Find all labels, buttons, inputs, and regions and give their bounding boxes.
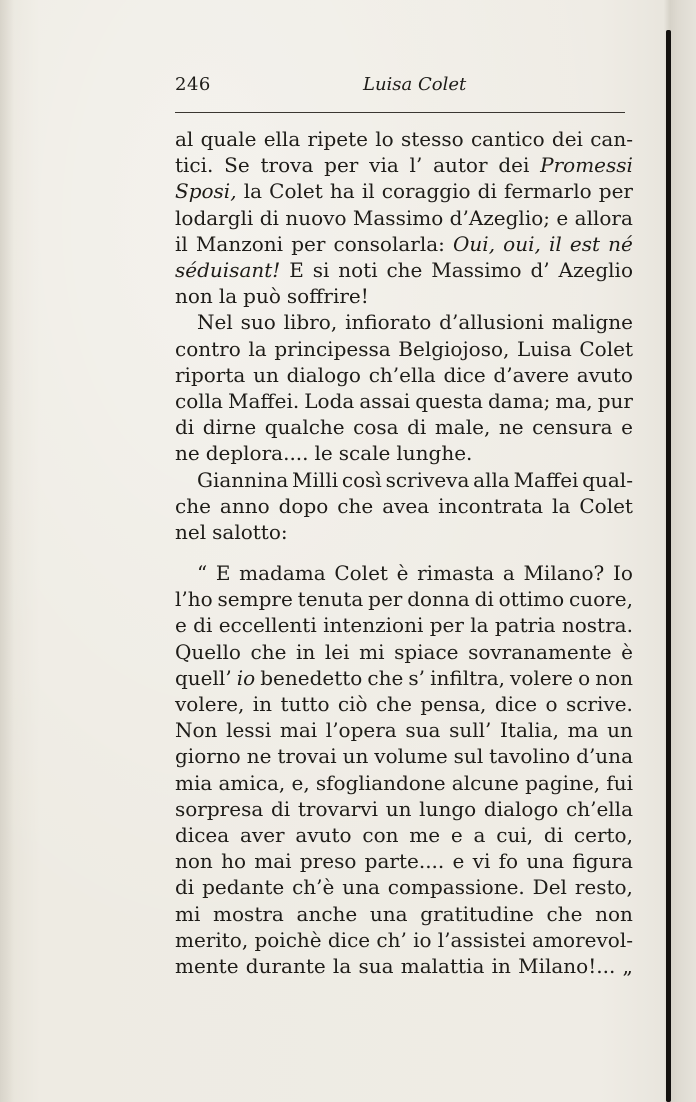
word: l’ <box>409 153 423 178</box>
word: intenzioni <box>323 613 424 638</box>
word: gratitudine <box>420 901 534 926</box>
word: il <box>361 179 375 204</box>
word: Colet <box>579 336 633 361</box>
word: parte.... <box>364 849 445 874</box>
word: anno <box>219 493 270 518</box>
word: allora <box>574 205 633 230</box>
word: durante <box>245 954 326 978</box>
word: dei <box>498 153 530 178</box>
word: ottimo <box>498 587 565 612</box>
word: spiace <box>394 639 459 664</box>
word: infiltra, <box>430 665 505 690</box>
word: dopo <box>278 493 329 518</box>
word: ma <box>567 718 599 743</box>
word: aver <box>239 823 285 847</box>
word: Non <box>175 718 218 743</box>
word: amica, <box>218 770 286 795</box>
word: assai <box>359 389 411 413</box>
word: suo <box>240 310 276 335</box>
word: qual- <box>582 467 633 492</box>
word: d’una <box>576 744 633 769</box>
text-line <box>175 336 633 362</box>
word: colla <box>175 389 223 413</box>
word: libro, <box>283 310 338 335</box>
word: via <box>369 153 399 178</box>
text-line <box>175 770 633 796</box>
text-line <box>197 309 633 335</box>
word: scriveva <box>385 467 470 492</box>
word: ch’è <box>292 875 335 900</box>
text-line <box>175 414 633 440</box>
word: il <box>175 231 188 256</box>
word: mia <box>175 770 213 795</box>
word: ne <box>175 441 200 466</box>
word: Milano!... <box>518 954 616 978</box>
word: censura <box>532 415 613 440</box>
word: Belgiojoso, <box>398 336 510 361</box>
word: che <box>375 692 412 716</box>
word: in <box>296 639 316 664</box>
word: resto, <box>574 875 633 900</box>
word: non <box>175 284 213 309</box>
word: di <box>193 613 213 638</box>
word: Milli <box>292 467 339 492</box>
word: ha <box>329 179 355 204</box>
word: maligne <box>551 310 633 335</box>
word: pedante <box>202 875 285 900</box>
word: ne <box>498 415 524 440</box>
text-line <box>175 205 633 231</box>
word: mente <box>175 954 239 978</box>
text-line <box>175 717 633 743</box>
word: soffrire! <box>286 284 369 309</box>
word: di <box>270 796 291 821</box>
word: ella <box>263 127 301 151</box>
text-line <box>175 257 633 283</box>
text-line <box>175 953 633 979</box>
word: di <box>175 415 195 440</box>
word: questa <box>415 389 483 413</box>
word: e, <box>291 770 310 795</box>
word: ripete <box>307 127 368 151</box>
word: ma, <box>555 389 593 413</box>
text-line <box>175 231 633 257</box>
word: certo, <box>573 823 633 847</box>
word: di <box>474 587 494 612</box>
binding-edge-line <box>666 30 671 1102</box>
word: a <box>502 561 515 585</box>
word: can- <box>590 127 633 151</box>
word: non <box>595 901 633 926</box>
word: d’Azeglio; <box>449 205 551 230</box>
word: lo <box>375 127 394 151</box>
word: riporta <box>175 362 246 387</box>
word: dirne <box>202 415 257 440</box>
word: sfogliandone <box>315 770 446 795</box>
word: o <box>545 692 558 716</box>
running-title: Luisa Colet <box>363 74 467 95</box>
text-line <box>175 743 633 769</box>
word: che <box>386 258 423 282</box>
word: che <box>250 639 287 664</box>
word: tutto <box>280 692 330 716</box>
word: mostra <box>213 901 284 926</box>
text-line <box>175 796 633 822</box>
word: trova <box>260 153 314 178</box>
word: avuto <box>295 823 352 847</box>
word: a <box>473 823 486 847</box>
word: di <box>407 415 427 440</box>
word: stesso <box>400 127 464 151</box>
word: scale <box>338 441 391 466</box>
word: un <box>385 796 412 821</box>
text-line <box>175 388 633 414</box>
word: e <box>452 849 465 874</box>
text-line <box>175 612 633 638</box>
word: per <box>598 179 633 204</box>
word: nostra. <box>561 613 633 638</box>
word: anche <box>296 901 358 926</box>
word: Colet <box>269 179 323 204</box>
word: cantico <box>470 127 545 151</box>
word: avuto <box>576 362 633 387</box>
word: coraggio <box>381 179 471 204</box>
word: autor <box>433 153 488 178</box>
word: le <box>314 441 333 466</box>
word: sua <box>405 718 441 743</box>
word: è <box>621 639 633 664</box>
word: la <box>470 613 489 638</box>
word: si <box>312 258 330 282</box>
word: in <box>491 954 511 978</box>
word: séduisant! <box>175 258 281 282</box>
text-line <box>175 283 369 309</box>
word: che <box>337 493 374 518</box>
word: non <box>595 665 633 690</box>
word: fermarlo <box>503 179 592 204</box>
word: o <box>578 665 591 690</box>
word: tenuta <box>297 587 364 612</box>
word: patria <box>494 613 556 638</box>
word: per <box>368 587 403 612</box>
word: me <box>409 823 441 847</box>
word: est <box>569 231 601 256</box>
word: mai <box>279 718 318 743</box>
word: Loda <box>304 389 355 413</box>
word: una <box>526 849 565 874</box>
word: Nel <box>197 310 233 335</box>
word: „ <box>622 954 633 978</box>
word: e <box>450 823 463 847</box>
text-line <box>175 822 633 848</box>
word: volere <box>510 665 574 690</box>
header-rule <box>175 112 625 113</box>
word: d’ <box>530 258 550 282</box>
word: quale <box>200 127 257 151</box>
word: volume <box>374 744 448 769</box>
text-line <box>175 152 633 178</box>
word: Luisa <box>517 336 572 361</box>
word: rimasta <box>417 561 495 585</box>
word: la <box>248 336 267 361</box>
word: amorevol- <box>532 927 633 952</box>
word: l’assistei <box>437 927 526 952</box>
word: dialogo <box>286 362 361 387</box>
word: noti <box>338 258 378 282</box>
word: Quello <box>175 639 241 664</box>
word: compassione. <box>387 875 525 900</box>
word: avea <box>382 493 430 518</box>
word: preso <box>299 849 357 874</box>
word: cui, <box>496 823 534 847</box>
word: e <box>556 205 569 230</box>
word: E <box>289 258 304 282</box>
word: tici. <box>175 153 214 178</box>
word: s’ <box>408 665 426 690</box>
text-line <box>175 639 633 665</box>
word: “ <box>197 561 208 585</box>
word: Giannina <box>197 467 289 492</box>
word: principessa <box>274 336 391 361</box>
word: la <box>332 954 352 978</box>
word: così <box>341 467 382 492</box>
text-line <box>175 440 472 466</box>
word: un <box>253 362 279 387</box>
text-line <box>175 901 633 927</box>
word: Io <box>612 561 633 585</box>
word: lungo <box>419 796 477 821</box>
word: d’allusioni <box>439 310 544 335</box>
word: dice <box>443 362 486 387</box>
word: dice <box>327 927 371 952</box>
word: Colet <box>579 493 633 518</box>
word: e <box>621 415 633 440</box>
word: ne <box>246 744 272 769</box>
word: una <box>369 901 408 926</box>
word: merito, <box>175 927 249 952</box>
text-line <box>175 691 633 717</box>
word: benedetto <box>260 665 363 690</box>
word: nuovo <box>285 205 347 230</box>
word: in <box>252 692 273 716</box>
word: male, <box>434 415 491 440</box>
word: dice <box>494 692 538 716</box>
text-line <box>175 178 633 204</box>
word: pur <box>597 389 633 413</box>
word: Se <box>224 153 250 178</box>
word: alcune <box>451 770 519 795</box>
word: madama <box>239 561 326 585</box>
word: qualche <box>264 415 345 440</box>
word: che <box>175 493 211 518</box>
word: Oui, <box>453 231 496 256</box>
word: un <box>342 744 369 769</box>
word: Massimo <box>431 258 522 282</box>
word: poichè <box>254 927 322 952</box>
word: sul <box>453 744 484 769</box>
word: nel <box>175 520 207 544</box>
word: la <box>218 284 238 309</box>
word: Manzoni <box>195 231 284 256</box>
word: trovai <box>277 744 337 769</box>
word: Del <box>532 875 567 900</box>
word: quell’ <box>175 665 232 690</box>
text-line <box>175 126 633 152</box>
page-left-edge-shadow <box>0 0 14 1102</box>
word: una <box>342 875 380 900</box>
word: E <box>215 561 231 585</box>
word: mi <box>359 639 385 664</box>
word: di <box>543 823 564 847</box>
word: per <box>291 231 326 256</box>
word: al <box>175 127 194 151</box>
word: di <box>175 875 195 900</box>
word: il <box>548 231 562 256</box>
word: donna <box>407 587 470 612</box>
word: la <box>243 179 263 204</box>
word: mi <box>175 901 201 926</box>
word: né <box>608 231 633 256</box>
word: figura <box>572 849 633 874</box>
word: ch’ella <box>368 362 436 387</box>
page-header <box>175 74 625 100</box>
word: Colet <box>334 561 388 585</box>
word: alla <box>473 467 510 492</box>
word: l’ho <box>175 587 213 612</box>
word: Azeglio <box>558 258 633 282</box>
word: non <box>175 849 213 874</box>
word: sull’ <box>449 718 492 743</box>
word: Maffei. <box>228 389 300 413</box>
word: è <box>396 561 409 585</box>
text-line <box>175 927 633 953</box>
word: fo <box>498 849 519 874</box>
word: infiorato <box>345 310 432 335</box>
text-line <box>197 560 633 586</box>
word: Milano? <box>523 561 605 585</box>
word: cuore, <box>569 587 633 612</box>
word: l’opera <box>325 718 397 743</box>
word: deplora.... <box>205 441 309 466</box>
word: lodargli <box>175 205 254 230</box>
word: dama; <box>488 389 551 413</box>
text-line <box>175 586 633 612</box>
text-line <box>175 874 633 900</box>
word: per <box>429 613 464 638</box>
word: trovarvi <box>297 796 378 821</box>
word: pensa, <box>420 692 487 716</box>
word: Promessi <box>540 153 633 178</box>
word: sorpresa <box>175 796 264 821</box>
word: di <box>259 205 279 230</box>
word: ho <box>221 849 247 874</box>
word: con <box>362 823 399 847</box>
text-line <box>175 519 288 545</box>
word: Maffei <box>513 467 579 492</box>
word: dicea <box>175 823 230 847</box>
word: malattia <box>400 954 485 978</box>
word: lei <box>324 639 350 664</box>
word: mai <box>254 849 292 874</box>
word: giorno <box>175 744 241 769</box>
word: ch’ <box>376 927 407 952</box>
page-number: 246 <box>175 74 211 95</box>
word: incontrata <box>438 493 544 518</box>
word: sempre <box>217 587 293 612</box>
word: dialogo <box>483 796 559 821</box>
word: ciò <box>337 692 368 716</box>
text-line <box>175 362 633 388</box>
word: salotto: <box>212 520 288 544</box>
word: cosa <box>353 415 399 440</box>
word: sovranamente <box>468 639 612 664</box>
word: per <box>324 153 359 178</box>
word: la <box>552 493 571 518</box>
text-line <box>197 467 633 493</box>
word: oui, <box>503 231 541 256</box>
word: Massimo <box>352 205 444 230</box>
word: pagine, <box>525 770 601 795</box>
word: lessi <box>226 718 272 743</box>
word: ch’ella <box>566 796 633 821</box>
word: io <box>413 927 432 952</box>
text-line <box>175 665 633 691</box>
word: un <box>607 718 633 743</box>
word: di <box>477 179 497 204</box>
word: lunghe. <box>396 441 473 466</box>
word: e <box>175 613 187 638</box>
word: dei <box>551 127 583 151</box>
word: fui <box>606 770 633 795</box>
word: Italia, <box>500 718 559 743</box>
text-line <box>175 493 633 519</box>
text-line <box>175 848 633 874</box>
word: consolarla: <box>333 231 445 256</box>
word: che <box>367 665 404 690</box>
word: vi <box>472 849 491 874</box>
word: scrive. <box>565 692 633 716</box>
word: che <box>546 901 583 926</box>
word: io <box>236 665 256 690</box>
word: tavolino <box>489 744 571 769</box>
word: contro <box>175 336 241 361</box>
word: sua <box>358 954 394 978</box>
word: Sposi, <box>175 179 237 204</box>
word: d’avere <box>493 362 570 387</box>
word: volere, <box>175 692 245 716</box>
word: può <box>243 284 281 309</box>
word: eccellenti <box>218 613 317 638</box>
